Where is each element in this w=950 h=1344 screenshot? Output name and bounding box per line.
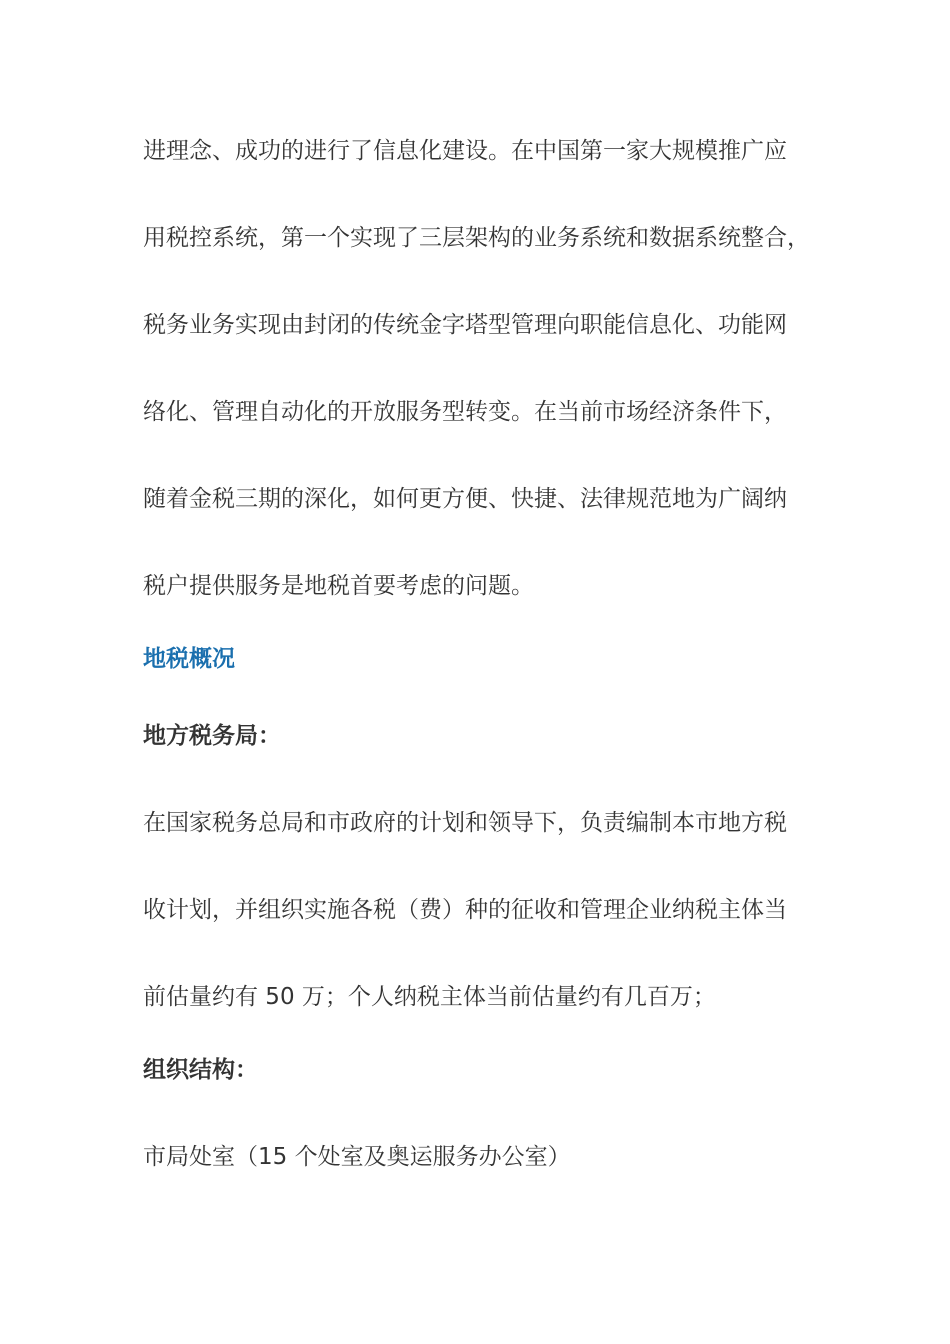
bureau-heading: 地方税务局：	[143, 723, 281, 749]
org-line-1: 市局处室（15 个处室及奥运服务办公室）	[143, 1144, 571, 1170]
org-heading: 组织结构：	[143, 1057, 258, 1083]
intro-line-5: 随着金税三期的深化，如何更方便、快捷、法律规范地为广阔纳	[143, 486, 787, 512]
intro-line-1: 进理念、成功的进行了信息化建设。在中国第一家大规模推广应	[143, 138, 787, 164]
bureau-line-3: 前估量约有 50 万；个人纳税主体当前估量约有几百万；	[143, 984, 716, 1010]
intro-line-2: 用税控系统，第一个实现了三层架构的业务系统和数据系统整合，	[143, 225, 810, 251]
intro-line-6: 税户提供服务是地税首要考虑的问题。	[143, 573, 534, 599]
intro-line-3: 税务业务实现由封闭的传统金字塔型管理向职能信息化、功能网	[143, 312, 787, 338]
bureau-line-1: 在国家税务总局和市政府的计划和领导下，负责编制本市地方税	[143, 810, 787, 836]
section-title: 地税概况	[143, 646, 235, 672]
intro-line-4: 络化、管理自动化的开放服务型转变。在当前市场经济条件下，	[143, 399, 787, 425]
bureau-line-2: 收计划，并组织实施各税（费）种的征收和管理企业纳税主体当	[143, 897, 787, 923]
